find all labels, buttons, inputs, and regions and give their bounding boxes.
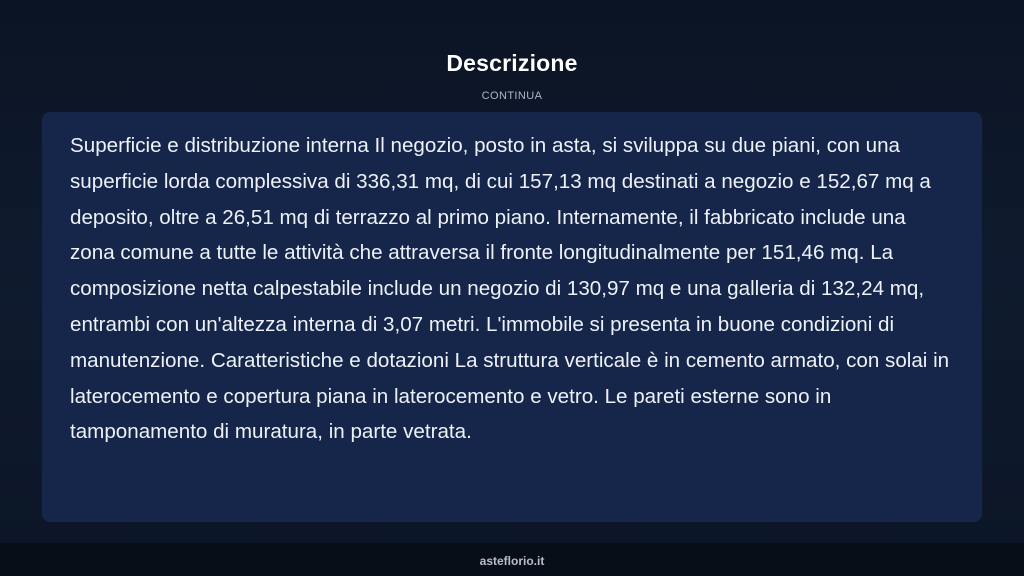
footer-site-name: asteflorio.it — [479, 554, 545, 568]
page-subtitle: CONTINUA — [481, 90, 543, 102]
footer-bar — [0, 543, 1024, 576]
page-title: Descrizione — [446, 50, 578, 76]
description-card — [42, 112, 982, 522]
description-text: Superficie e distribuzione interna Il negozio, posto in asta, si sviluppa su due piani, con una superficie lorda complessiva di 336,31 mq, di cui 157,13 mq destinati a negozio e 152,67 mq a deposito, oltre a 26,51 mq di terrazzo al primo piano. Internamente, il fabbricato include una zona comune a tutte le attività che attraversa il fronte longitudinalmente per 151,46 mq. La composizione netta calpestabile include un negozio di 130,97 mq e una galleria di 132,24 mq, entrambi con un'altezza interna di 3,07 metri. L'immobile si presenta in buone condizioni di manutenzione. Caratteristiche e dotazioni La struttura verticale è in cemento armato, con solai in laterocemento e copertura piana in laterocemento e vetro. Le pareti esterne sono in tamponamento di muratura, in parte vetrata. — [70, 134, 950, 444]
